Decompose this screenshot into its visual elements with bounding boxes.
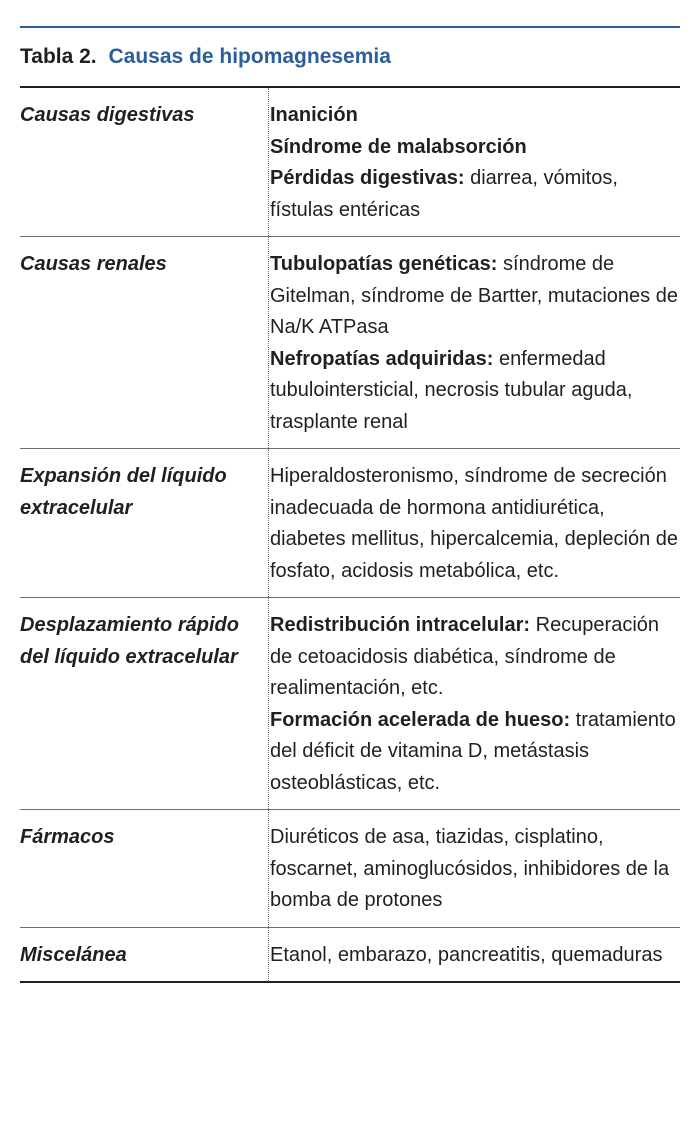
description-heading: Tubulopatías genéticas:: [270, 253, 498, 275]
description-heading: Síndrome de malabsorción: [270, 135, 527, 158]
description-paragraph: [270, 163, 680, 226]
row-description: [258, 598, 680, 809]
description-text: tratamiento del déficit de vitamina D, metástasis osteoblásticas, etc.: [270, 708, 676, 794]
row-description: [258, 88, 680, 236]
table-row: [20, 88, 680, 237]
description-paragraph: [270, 940, 680, 972]
row-description: [258, 449, 680, 597]
description-text: síndrome de Gitelman, síndrome de Bartter, mutaciones de Na/K ATPasa: [270, 253, 678, 338]
column-divider: [268, 449, 270, 597]
description-text: Diuréticos de asa, tiazidas, cisplatino, foscarnet, aminoglucósidos, inhibidores de la bomba de protones: [270, 826, 670, 911]
description-paragraph: [270, 132, 680, 164]
column-divider: [268, 598, 270, 809]
table-row: [20, 449, 680, 598]
column-divider: [268, 810, 270, 927]
description-paragraph: [270, 610, 680, 705]
table-caption: Causas de hipomagnesemia: [108, 45, 391, 68]
description-text: Recuperación de cetoacidosis diabética, síndrome de realimentación, etc.: [270, 614, 660, 699]
row-category: Expansión del líquido extracelular: [20, 465, 227, 519]
table-row: [20, 810, 680, 928]
row-description: [258, 237, 680, 448]
description-heading: Inanición: [270, 104, 358, 126]
column-divider: [268, 237, 270, 448]
description-text: Etanol, embarazo, pancreatitis, quemaduras: [270, 943, 663, 966]
description-text: enfermedad tubulointersticial, necrosis tubular aguda, trasplante renal: [270, 347, 633, 433]
column-divider: [268, 88, 270, 236]
description-paragraph: [270, 344, 680, 439]
description-heading: Pérdidas digestivas:: [270, 167, 465, 189]
description-paragraph: [270, 705, 680, 800]
description-heading: Redistribución intracelular:: [270, 614, 531, 636]
top-rule: [20, 26, 680, 28]
row-description: [258, 810, 680, 927]
description-text: diarrea, vómitos, fístulas entéricas: [270, 167, 618, 221]
description-paragraph: [270, 822, 680, 917]
description-heading: Formación acelerada de hueso:: [270, 708, 571, 731]
description-paragraph: [270, 461, 680, 587]
description-paragraph: [270, 249, 680, 344]
table-title: [20, 44, 391, 70]
table-row: [20, 928, 680, 984]
row-category: Fármacos: [20, 826, 115, 848]
row-category: Desplazamiento rápido del líquido extracelular: [20, 614, 239, 668]
row-category: Miscelánea: [20, 943, 127, 966]
row-category: Causas renales: [20, 253, 167, 275]
table-row: [20, 598, 680, 810]
description-paragraph: [270, 100, 680, 132]
causes-table: [20, 88, 680, 983]
table-number: Tabla 2.: [20, 45, 97, 68]
row-description: [258, 928, 680, 982]
row-category: Causas digestivas: [20, 104, 195, 126]
table-row: [20, 237, 680, 449]
description-text: Hiperaldosteronismo, síndrome de secreción inadecuada de hormona antidiurética, diabetes mellitus, hipercalcemia, depleción de fosfato, acidosis metabólica, etc.: [270, 465, 679, 582]
column-divider: [268, 928, 270, 982]
description-heading: Nefropatías adquiridas:: [270, 347, 494, 370]
